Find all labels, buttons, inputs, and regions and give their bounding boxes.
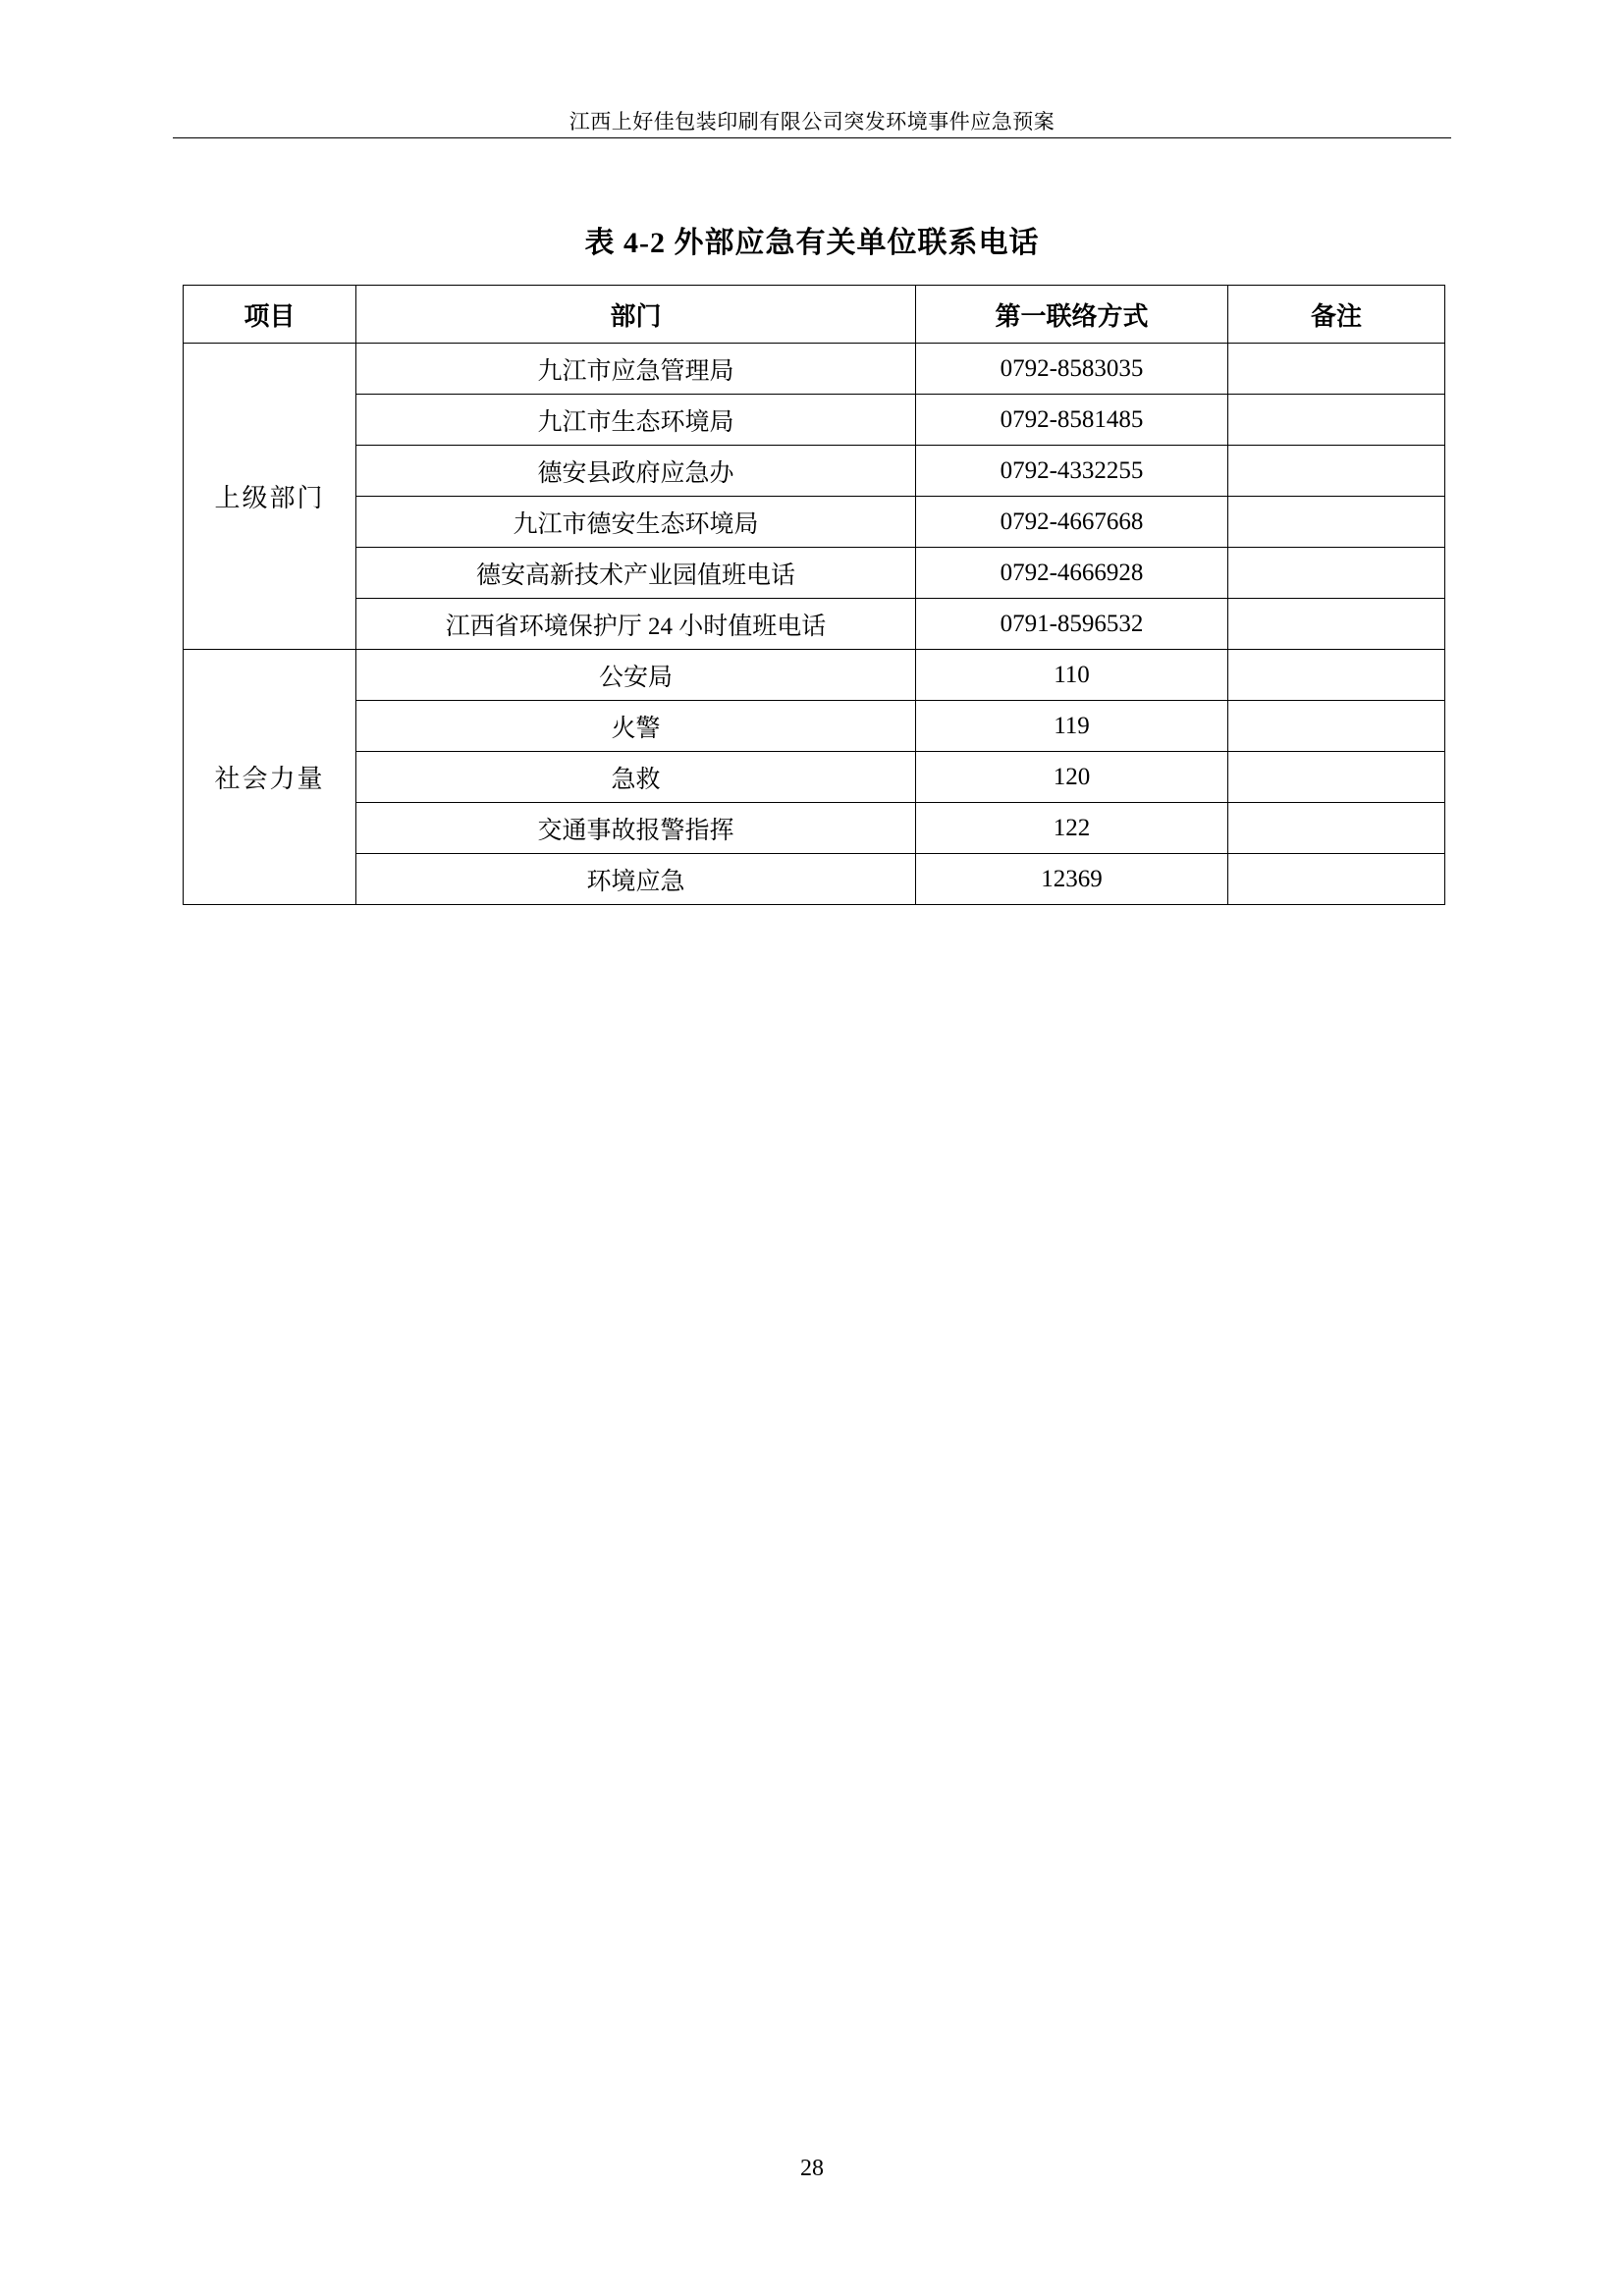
cell-contact: 119	[916, 701, 1228, 752]
table-caption: 表 4-2 外部应急有关单位联系电话	[584, 227, 1040, 259]
cell-contact: 0792-8581485	[916, 395, 1228, 446]
cell-contact: 12369	[916, 854, 1228, 905]
page-number: 28	[800, 2156, 824, 2181]
cell-contact: 0792-4332255	[916, 446, 1228, 497]
cell-contact: 0791-8596532	[916, 599, 1228, 650]
group-label-upper: 上级部门	[184, 344, 356, 650]
cell-remark	[1228, 599, 1445, 650]
table-row	[184, 599, 1445, 650]
cell-contact: 110	[916, 650, 1228, 701]
table-row	[184, 701, 1445, 752]
cell-department: 公安局	[356, 650, 916, 701]
cell-department: 德安高新技术产业园值班电话	[356, 548, 916, 599]
table-row	[184, 650, 1445, 701]
table-row	[184, 854, 1445, 905]
cell-remark	[1228, 344, 1445, 395]
table-row	[184, 497, 1445, 548]
cell-department: 火警	[356, 701, 916, 752]
cell-remark	[1228, 395, 1445, 446]
cell-contact: 0792-8583035	[916, 344, 1228, 395]
cell-remark	[1228, 752, 1445, 803]
cell-remark	[1228, 497, 1445, 548]
cell-department: 环境应急	[356, 854, 916, 905]
cell-department: 江西省环境保护厅 24 小时值班电话	[356, 599, 916, 650]
table-row	[184, 752, 1445, 803]
cell-remark	[1228, 548, 1445, 599]
cell-department: 九江市生态环境局	[356, 395, 916, 446]
table-row	[184, 344, 1445, 395]
cell-department: 交通事故报警指挥	[356, 803, 916, 854]
cell-contact: 122	[916, 803, 1228, 854]
cell-department: 九江市德安生态环境局	[356, 497, 916, 548]
table-row	[184, 446, 1445, 497]
cell-contact: 0792-4666928	[916, 548, 1228, 599]
table-header-row	[184, 286, 1445, 344]
group-label-social: 社会力量	[184, 650, 356, 905]
table-row	[184, 803, 1445, 854]
column-header-remark: 备注	[1228, 286, 1445, 344]
contacts-table	[183, 285, 1445, 905]
cell-remark	[1228, 854, 1445, 905]
cell-contact: 0792-4667668	[916, 497, 1228, 548]
cell-contact: 120	[916, 752, 1228, 803]
header-divider	[173, 137, 1451, 138]
page-header: 江西上好佳包装印刷有限公司突发环境事件应急预案	[568, 110, 1056, 133]
cell-remark	[1228, 701, 1445, 752]
cell-department: 德安县政府应急办	[356, 446, 916, 497]
cell-remark	[1228, 446, 1445, 497]
column-header-item: 项目	[184, 286, 356, 344]
table-row	[184, 395, 1445, 446]
cell-department: 急救	[356, 752, 916, 803]
cell-remark	[1228, 650, 1445, 701]
column-header-contact: 第一联络方式	[916, 286, 1228, 344]
cell-department: 九江市应急管理局	[356, 344, 916, 395]
table-row	[184, 548, 1445, 599]
column-header-department: 部门	[356, 286, 916, 344]
cell-remark	[1228, 803, 1445, 854]
